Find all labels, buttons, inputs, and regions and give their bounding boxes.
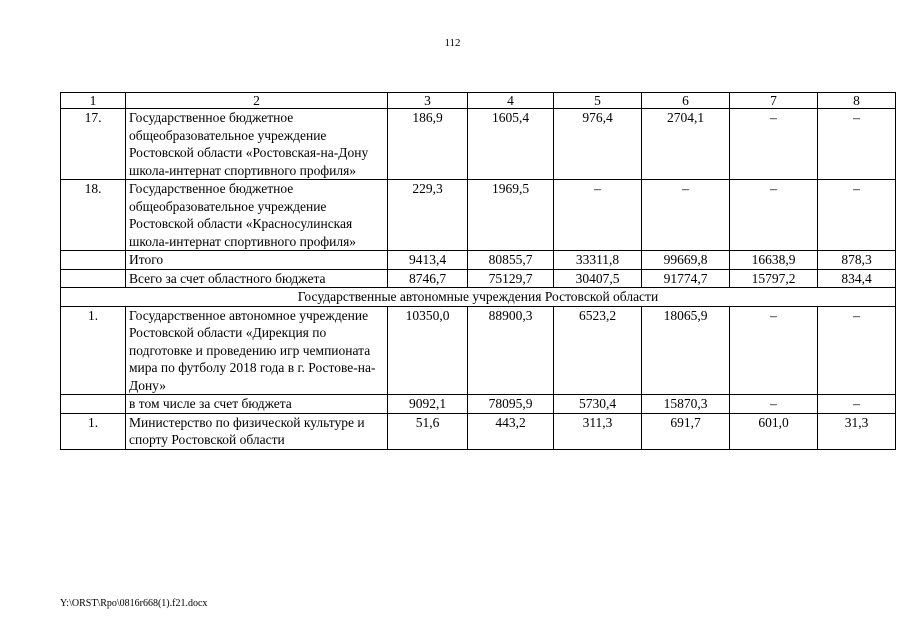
header-col-3: 3 — [388, 93, 468, 109]
table-row — [61, 269, 896, 288]
table-row — [61, 395, 896, 414]
table-row — [61, 251, 896, 270]
section-title: Государственные автономные учреждения Ростовской области — [61, 288, 896, 307]
header-col-8: 8 — [818, 93, 896, 109]
cell-col-4: 88900,3 — [468, 306, 554, 395]
cell-col-3: 51,6 — [388, 413, 468, 449]
cell-col-6: 691,7 — [642, 413, 730, 449]
cell-col-7: – — [730, 109, 818, 180]
cell-col-6: 91774,7 — [642, 269, 730, 288]
cell-col-4: 1605,4 — [468, 109, 554, 180]
cell-col-6: – — [642, 180, 730, 251]
section-row — [61, 288, 896, 307]
cell-col-8: 878,3 — [818, 251, 896, 270]
cell-col-3: 9413,4 — [388, 251, 468, 270]
file-path-footer: Y:\ORST\Rpo\0816r668(1).f21.docx — [60, 598, 208, 609]
header-row — [61, 93, 896, 109]
cell-col-8: 834,4 — [818, 269, 896, 288]
cell-col-6: 18065,9 — [642, 306, 730, 395]
row-name: Государственное бюджетное общеобразовательное учреждение Ростовской области «Красносулинская школа-интернат спортивного профиля» — [126, 180, 388, 251]
row-name: Всего за счет областного бюджета — [126, 269, 388, 288]
cell-col-3: 10350,0 — [388, 306, 468, 395]
cell-col-8: 31,3 — [818, 413, 896, 449]
table-row — [61, 180, 896, 251]
cell-col-3: 8746,7 — [388, 269, 468, 288]
cell-col-6: 2704,1 — [642, 109, 730, 180]
row-number — [61, 395, 126, 414]
row-name: Итого — [126, 251, 388, 270]
cell-col-7: – — [730, 395, 818, 414]
cell-col-8: – — [818, 395, 896, 414]
row-number: 17. — [61, 109, 126, 180]
row-number: 18. — [61, 180, 126, 251]
header-col-5: 5 — [554, 93, 642, 109]
cell-col-7: 15797,2 — [730, 269, 818, 288]
row-name: Государственное бюджетное общеобразовательное учреждение Ростовской области «Ростовская-на-Дону школа-интернат спортивного профиля» — [126, 109, 388, 180]
cell-col-5: 976,4 — [554, 109, 642, 180]
cell-col-6: 99669,8 — [642, 251, 730, 270]
cell-col-6: 15870,3 — [642, 395, 730, 414]
row-number: 1. — [61, 306, 126, 395]
cell-col-4: 75129,7 — [468, 269, 554, 288]
cell-col-5: 311,3 — [554, 413, 642, 449]
cell-col-3: 229,3 — [388, 180, 468, 251]
row-name: в том числе за счет бюджета — [126, 395, 388, 414]
table-row — [61, 306, 896, 395]
cell-col-7: – — [730, 180, 818, 251]
header-col-7: 7 — [730, 93, 818, 109]
cell-col-5: 30407,5 — [554, 269, 642, 288]
row-number — [61, 251, 126, 270]
header-col-1: 1 — [61, 93, 126, 109]
row-name: Министерство по физической культуре и спорту Ростовской области — [126, 413, 388, 449]
page-number: 112 — [444, 37, 461, 49]
table-row — [61, 413, 896, 449]
cell-col-8: – — [818, 180, 896, 251]
cell-col-4: 1969,5 — [468, 180, 554, 251]
table-row — [61, 109, 896, 180]
header-col-6: 6 — [642, 93, 730, 109]
cell-col-8: – — [818, 109, 896, 180]
cell-col-3: 186,9 — [388, 109, 468, 180]
row-number: 1. — [61, 413, 126, 449]
cell-col-5: 5730,4 — [554, 395, 642, 414]
cell-col-8: – — [818, 306, 896, 395]
cell-col-7: – — [730, 306, 818, 395]
header-col-2: 2 — [126, 93, 388, 109]
cell-col-5: 6523,2 — [554, 306, 642, 395]
cell-col-3: 9092,1 — [388, 395, 468, 414]
cell-col-4: 443,2 — [468, 413, 554, 449]
cell-col-4: 78095,9 — [468, 395, 554, 414]
cell-col-4: 80855,7 — [468, 251, 554, 270]
cell-col-5: – — [554, 180, 642, 251]
row-number — [61, 269, 126, 288]
budget-table — [60, 92, 896, 450]
cell-col-7: 16638,9 — [730, 251, 818, 270]
cell-col-5: 33311,8 — [554, 251, 642, 270]
cell-col-7: 601,0 — [730, 413, 818, 449]
row-name: Государственное автономное учреждение Ростовской области «Дирекция по подготовке и проведению игр чемпионата мира по футболу 2018 года в г. Ростове-на-Дону» — [126, 306, 388, 395]
header-col-4: 4 — [468, 93, 554, 109]
